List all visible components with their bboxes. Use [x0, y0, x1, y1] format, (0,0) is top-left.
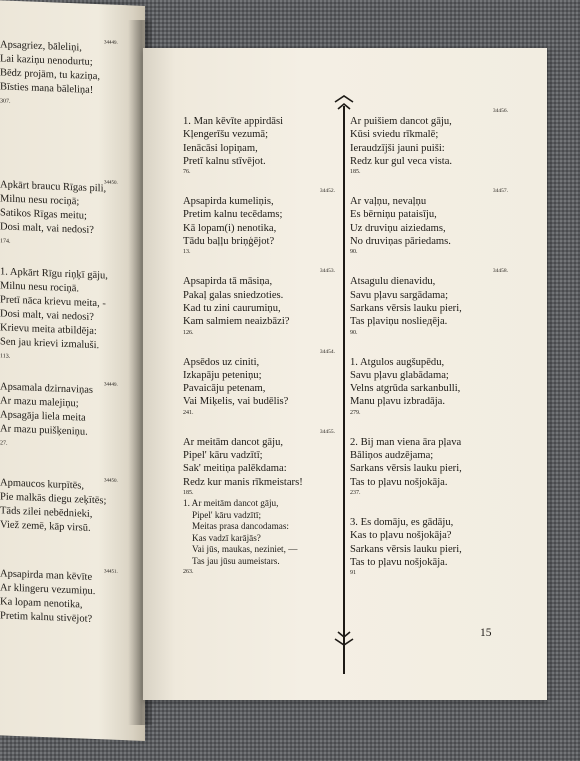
verse-line: Pakaļ galas sniedzoties. — [183, 289, 284, 301]
verse-line: No druviņas pāriedams. — [350, 236, 451, 248]
stanza — [183, 429, 335, 577]
stanza-number: 34453. — [319, 268, 335, 275]
variant-count: 76. — [183, 169, 191, 176]
stanza-number: 34452. — [319, 188, 335, 195]
verse-line: Kā lopam(i) nenotika, — [183, 222, 277, 234]
verse-line: Apsamala dzirnaviņas — [0, 381, 94, 396]
variant-count: 13. — [183, 249, 191, 256]
variant-count: 185. — [183, 489, 194, 496]
verse-line: Milnu nesu rociņā. — [0, 280, 80, 295]
verse-line: Redz kur gul veca vista. — [350, 155, 453, 167]
verse-line: Es bērniņu pataisīju, — [350, 209, 437, 221]
verse-line: Pretim kalnu stivējot? — [0, 610, 93, 625]
verse-line: Apsagāja liela meita — [0, 409, 86, 424]
verse-line: 2. Bij man viena āra pļava — [350, 436, 462, 448]
stanza — [350, 429, 508, 498]
left-page-text — [0, 0, 145, 741]
verse-line: Kūsi sviedu rīkmalē; — [350, 129, 439, 141]
verse-line: Pipel' kāru vadzītī; — [192, 509, 262, 520]
verse-line: 1. Apkārt Rīgu riņķī gāju, — [0, 266, 108, 282]
verse-line: Milnu nesu rociņā; — [0, 193, 80, 208]
verse-line: Kad tu zini caurumiņu, — [183, 302, 281, 314]
stanza — [350, 349, 508, 418]
stanza-number — [183, 108, 335, 115]
variant-count: 90. — [350, 249, 358, 256]
verse-line: Sen jau krievi izmaluši. — [0, 336, 100, 352]
variant-stanza — [183, 498, 335, 577]
stanza-number: 34450. — [104, 180, 118, 186]
verse-line: 1. Atgulos augšupēdu, — [350, 356, 445, 368]
stanza-number: 34450. — [104, 478, 118, 484]
right-page — [143, 48, 547, 700]
verse-line: Pretī kalnu stīvējot. — [183, 155, 266, 167]
stanza-number: 34454. — [319, 348, 335, 355]
verse-line: Savu pļavu glabādama; — [350, 369, 449, 381]
verse-line: Izkapāju peteniņu; — [183, 369, 262, 381]
verse-line: Ar klingeru vezumiņu. — [0, 582, 96, 598]
stanza-number: 34458. — [492, 268, 508, 275]
verse-line: Velns atgrūda sarkanbulli, — [350, 383, 461, 395]
verse-line: Bēdz projām, tu kaziņa, — [0, 67, 101, 83]
verse-line: Kas to pļavu nošjokāja? — [350, 530, 452, 542]
verse-line: 1. Ar meitām dancot gāju, — [183, 497, 279, 508]
variant-count: 91 — [350, 570, 356, 577]
variant-count: 113. — [0, 353, 11, 360]
verse-line: Savu pļavu sargādama; — [350, 289, 449, 301]
verse-line: Sarkans vērsis lauku pieri, — [350, 463, 462, 475]
verse-line: Ar meitām dancot gāju, — [183, 436, 284, 448]
stanza-number — [350, 349, 508, 356]
stanza — [0, 38, 145, 114]
verse-line: Vai Miķelis, vai budēlis? — [183, 396, 289, 408]
column-divider — [343, 106, 345, 674]
verse-line: Sarkans vērsis lauku pieri, — [350, 302, 462, 314]
stanza-number: 34451. — [104, 569, 118, 575]
verse-line: Tas jau jūsu aumeistars. — [192, 555, 280, 566]
stanza-number: 34456. — [492, 108, 508, 114]
verse-line: 3. Es domāju, es gādāju, — [350, 516, 454, 528]
verse-line: Bāliņos audzējama; — [350, 450, 434, 462]
verse-line: Apsapirda kumeliņis, — [183, 196, 274, 208]
stanza-number: 34457. — [492, 188, 508, 195]
left-text-column — [183, 108, 335, 588]
verse-line: Ar mazu maleјiņu; — [0, 395, 79, 410]
verse-line: Ienācāsi lopiņam, — [183, 142, 258, 154]
stanza-number: 34449. — [104, 40, 118, 46]
stanza — [0, 476, 145, 538]
variant-count: 263. — [183, 568, 194, 575]
stanza — [183, 108, 335, 177]
verse-line: Satikos Rīgas meitu; — [0, 207, 87, 222]
verse-line: Pie malkās diegu zeķītēs; — [0, 491, 107, 507]
verse-line: Pipel' kāru vadzītī; — [183, 450, 263, 462]
page-number: 15 — [480, 627, 492, 639]
verse-line: Ieraudzījši jauni puiši: — [350, 142, 445, 154]
verse-line: Kas vadzī karājās? — [192, 532, 261, 543]
verse-line: Pretim kalnu tecēdams; — [183, 209, 283, 221]
verse-line: Ar puišiem dancot gāju, — [350, 116, 452, 127]
verse-line: Tāds zilei nebēdnieki, — [0, 505, 93, 520]
variant-count: 237. — [350, 489, 361, 496]
verse-line: Sarkans vērsis lauku pieri, — [350, 543, 462, 555]
stanza — [0, 265, 145, 369]
verse-line: Lai kaziņu nenodurtu; — [0, 53, 93, 68]
verse-line: Redz kur manis rīkmeistars! — [183, 476, 303, 488]
stanza — [183, 268, 335, 337]
verse-line: Apsagriez, bāleliņi, — [0, 39, 82, 54]
verse-line: Tas to pļavu nošjokāja. — [350, 476, 448, 488]
stanza — [350, 108, 508, 177]
verse-line: Apsapirda tā māsiņa, — [183, 276, 273, 288]
verse-line: Ar mazu puišķeniņu. — [0, 423, 88, 438]
variant-count: 279. — [350, 409, 361, 416]
stanza — [350, 268, 508, 337]
stanza — [0, 567, 145, 629]
verse-line: Tas to pļavu nošjokāja. — [350, 556, 448, 568]
verse-line: Dosi malt, vai nedosi? — [0, 221, 94, 236]
verse-line: Atsagulu dienavidu, — [350, 276, 436, 288]
verse-line: Pavaicāju petenam, — [183, 383, 266, 395]
stanza-number: 34455. — [319, 428, 335, 435]
verse-line: Viež zemē, kāp virsū. — [0, 519, 91, 534]
verse-line: Apsapirda man kēvīte — [0, 568, 93, 583]
variant-count: 90. — [350, 329, 358, 336]
variant-count: 241. — [183, 409, 194, 416]
verse-line: Vai jūs, maukas, neziniet, — — [192, 544, 298, 555]
chevron-ornament-icon — [333, 626, 355, 648]
stanza-number — [350, 509, 508, 516]
verse-line: Dosi malt, vai nedosi? — [0, 308, 94, 323]
verse-line: Meitas prasa dancodamas: — [192, 521, 289, 532]
verse-line: Krievu meita atbildēja: — [0, 322, 97, 338]
left-page — [0, 0, 145, 741]
verse-line: 1. Man kēvīte appirdāsi — [183, 116, 284, 127]
verse-line: Pretī nāca krievu meita, - — [0, 294, 106, 310]
stanza-number — [350, 429, 508, 436]
verse-line: Ka lopam nenotika, — [0, 596, 83, 611]
stanza — [0, 178, 145, 254]
variant-count: 27. — [0, 440, 8, 447]
verse-line: Apsēdos uz ciniti, — [183, 356, 260, 368]
variant-count: 185. — [350, 169, 361, 176]
stanza — [350, 188, 508, 257]
variant-count: 307. — [0, 98, 11, 105]
verse-line: Bīsties mana bāleliņa! — [0, 81, 94, 96]
variant-count: 126. — [183, 329, 194, 336]
verse-line: Apmaucos kurpītēs, — [0, 477, 84, 492]
verse-line: Uz druviņu aiziedams, — [350, 222, 446, 234]
verse-line: Kam salmiem neaizbāzi? — [183, 316, 290, 328]
stanza — [0, 380, 145, 456]
verse-line: Kļengerīšu vezumā; — [183, 129, 269, 141]
stanza — [183, 349, 335, 418]
verse-line: Tādu baļļu briņģējot? — [183, 236, 275, 248]
stanza-number: 34449. — [104, 382, 118, 388]
stanza — [183, 188, 335, 257]
verse-line: Tas pļaviņu noslieдēja. — [350, 316, 448, 328]
verse-line: Apkārt braucu Rīgas pili, — [0, 179, 107, 195]
verse-line: Ar vaļņu, nevaļņu — [350, 196, 427, 208]
right-text-column — [350, 108, 508, 589]
verse-line: Sak' meitiņa palēkdama: — [183, 463, 287, 475]
verse-line: Manu pļavu izbradāja. — [350, 396, 446, 408]
stanza — [350, 509, 508, 578]
variant-count: 174. — [0, 238, 11, 245]
